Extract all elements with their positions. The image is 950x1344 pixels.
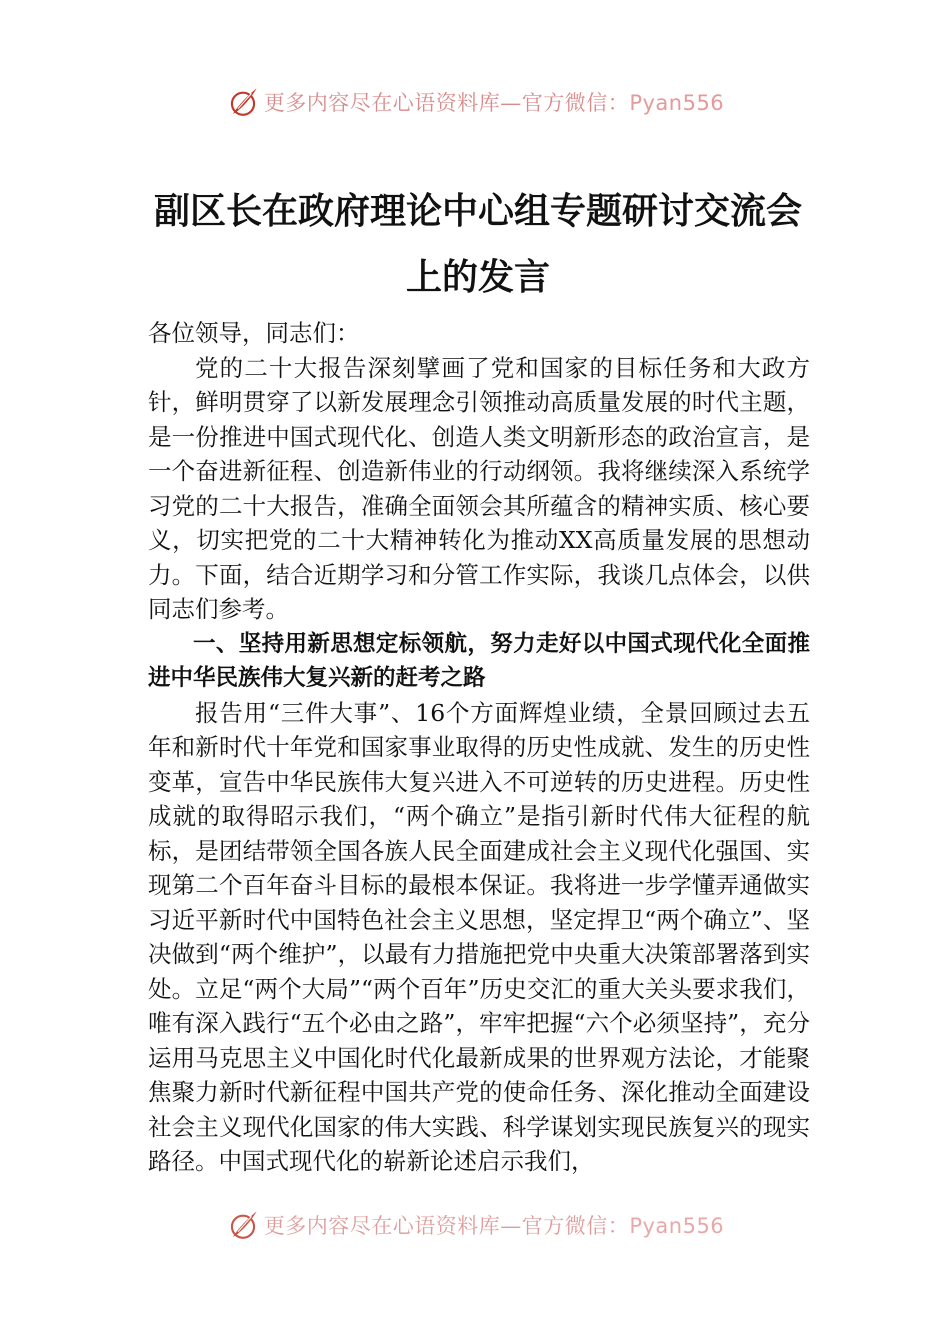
title-line-1: 副区长在政府理论中心组专题研讨交流会	[153, 190, 802, 232]
watermark-footer	[0, 1205, 950, 1245]
paragraph-section-1: 报告用“三件大事”、16个方面辉煌业绩，全景回顾过去五年和新时代十年党和国家事业取得的历史性成就、发生的历史性变革，宣告中华民族伟大复兴进入不可逆转的历史进程。历史性成就的取得昭示我们，“两个确立”是指引新时代伟大征程的航标，是团结带领全国各族人民全面建成社会主义现代化强国、实现第二个百年奋斗目标的最根本保证。我将进一步学懂弄通做实习近平新时代中国特色社会主义思想，坚定捍卫“两个确立”、坚决做到“两个维护”，以最有力措施把党中央重大决策部署落到实处。立足“两个大局”“两个百年”历史交汇的重大关头要求我们，唯有深入践行“五个必由之路”，牢牢把握“六个必须坚持”，充分运用马克思主义中国化时代化最新成果的世界观方法论，才能聚焦聚力新时代新征程中国共产党的使命任务、深化推动全面建设社会主义现代化国家的伟大实践、科学谋划实现民族复兴的现实路径。中国式现代化的崭新论述启示我们，	[148, 698, 810, 1175]
feather-logo-icon	[226, 1208, 260, 1242]
paragraph-intro: 党的二十大报告深刻擘画了党和国家的目标任务和大政方针，鲜明贯穿了以新发展理念引领推动高质量发展的时代主题，是一份推进中国式现代化、创造人类文明新形态的政治宣言，是一个奋进新征程、创造新伟业的行动纲领。我将继续深入系统学习党的二十大报告，准确全面领会其所蕴含的精神实质、核心要义，切实把党的二十大精神转化为推动XX高质量发展的思想动力。下面，结合近期学习和分管工作实际，我谈几点体会，以供同志们参考。	[148, 353, 810, 623]
salutation: 各位领导，同志们：	[148, 319, 360, 347]
watermark-header	[0, 82, 950, 122]
watermark-text: 更多内容尽在心语资料库—官方微信：Pyan556	[263, 1214, 725, 1238]
title-line-2: 上的发言	[405, 256, 550, 298]
document-title	[148, 178, 808, 310]
watermark-text: 更多内容尽在心语资料库—官方微信：Pyan556	[263, 91, 725, 115]
document-body	[148, 316, 810, 1179]
feather-logo-icon	[226, 85, 260, 119]
section-heading-1: 一、坚持用新思想定标领航，努力走好以中国式现代化全面推进中华民族伟大复兴新的赶考之路	[148, 630, 810, 691]
